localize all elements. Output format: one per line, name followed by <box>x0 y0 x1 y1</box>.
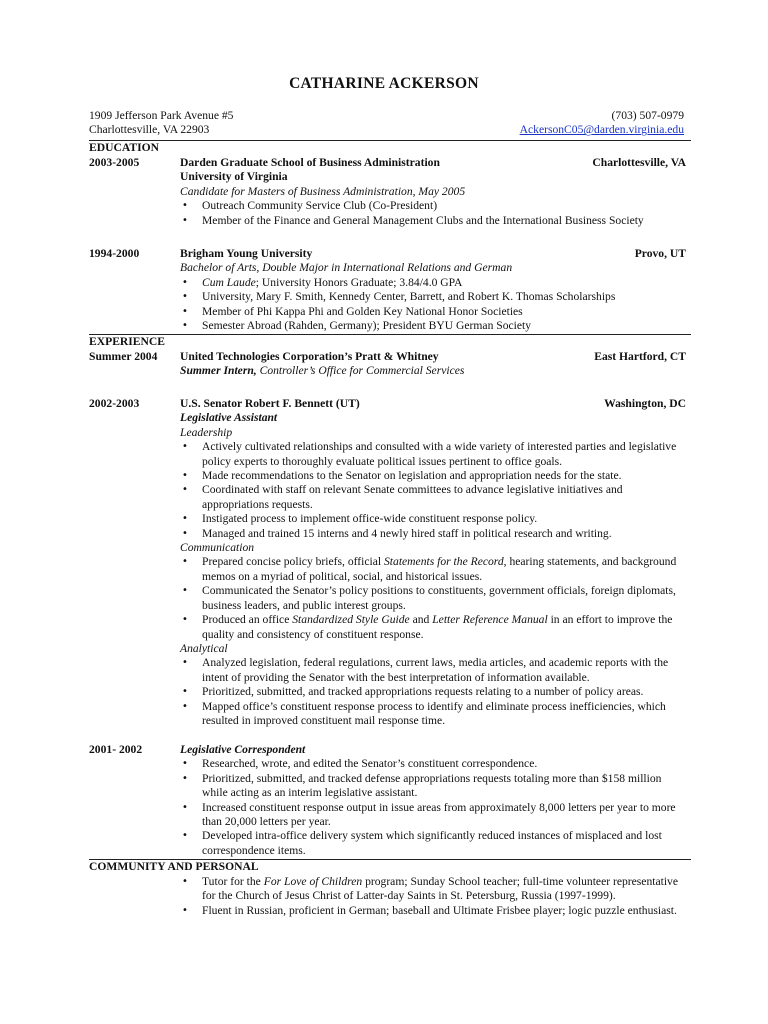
text-run: program; Sunday School teacher; full-time volunteer representative for the Church of Jesus Christ of Latter-day Saints in St. Petersburg, Russia (1997-1999). <box>202 875 678 903</box>
analytical-bullets <box>180 656 686 728</box>
list-item: • Member of the Finance and General Management Clubs and the International Business Society <box>180 214 686 228</box>
byu-school: Brigham Young University <box>180 247 313 260</box>
darden-school: Darden Graduate School of Business Administration <box>180 156 440 169</box>
darden-location: Charlottesville, VA <box>592 156 686 169</box>
list-item: • Prioritized, submitted, and tracked appropriations requests relating to a number of policy areas. <box>180 685 686 699</box>
section-title-education: EDUCATION <box>89 141 159 154</box>
darden-university: University of Virginia <box>180 170 288 184</box>
address-line-2: Charlottesville, VA 22903 <box>89 123 210 137</box>
leadership-label: Leadership <box>180 425 233 439</box>
byu-header <box>180 247 686 261</box>
correspondent-dates: 2001- 2002 <box>89 743 143 756</box>
list-item <box>180 875 686 904</box>
reference-manual-title: Letter Reference Manual <box>432 613 548 627</box>
list-item <box>180 555 686 584</box>
text-run: in an effort to improve the quality and consistency of constituent response. <box>202 613 673 641</box>
list-item: • Fluent in Russian, proficient in German; baseball and Ultimate Frisbee player; logic puzzle enthusiast. <box>180 904 686 918</box>
list-item: • Increased constituent response output in issue areas from approximately 8,000 letters per year to more than 20,000 letters per year. <box>180 801 686 830</box>
senate-dates: 2002-2003 <box>89 397 140 410</box>
list-item: • Mapped office’s constituent response process to identify and eliminate process inefficiencies, which resulted in improved constituent mail response time. <box>180 700 686 729</box>
leadership-bullets <box>180 440 686 541</box>
candidate-name: CATHARINE ACKERSON <box>289 75 479 92</box>
phone-number: (703) 507-0979 <box>611 109 684 122</box>
darden-degree: Candidate for Masters of Business Administration, May 2005 <box>180 184 466 198</box>
list-item: • Semester Abroad (Rahden, Germany); President BYU German Society <box>180 319 686 333</box>
honors-text: ; University Honors Graduate; 3.84/4.0 GPA <box>255 275 463 289</box>
darden-header <box>180 156 686 170</box>
list-item: • Researched, wrote, and edited the Senator’s constituent correspondence. <box>180 757 686 771</box>
list-item: • Developed intra-office delivery system which significantly reduced instances of misplaced and lost correspondence items. <box>180 829 686 858</box>
style-guide-title: Standardized Style Guide <box>292 613 410 627</box>
text-run: Prepared concise policy briefs, official <box>202 555 384 569</box>
correspondent-bullets <box>180 757 686 858</box>
list-item: • Made recommendations to the Senator on legislation and appropriation needs for the state. <box>180 469 686 483</box>
cum-laude: Cum Laude <box>202 275 256 289</box>
utc-entry <box>180 350 686 379</box>
analytical-label: Analytical <box>180 641 228 655</box>
darden-dates: 2003-2005 <box>89 156 140 169</box>
text-run: Tutor for the <box>202 875 264 888</box>
contact-block <box>520 109 684 138</box>
correspondent-role: Legislative Correspondent <box>180 743 306 756</box>
list-item: • Outreach Community Service Club (Co-President) <box>180 199 686 213</box>
senate-location: Washington, DC <box>604 397 686 410</box>
correspondent-entry <box>180 743 686 858</box>
senate-header <box>180 397 686 411</box>
senate-role: Legislative Assistant <box>180 411 278 425</box>
list-item: • Analyzed legislation, federal regulations, current laws, media articles, and academic reports with the intent of providing the Senator with the best interpretation of information available. <box>180 656 686 685</box>
senate-org: U.S. Senator Robert F. Bennett (UT) <box>180 397 360 410</box>
section-divider-education <box>89 140 691 141</box>
list-item: • Instigated process to implement office-wide constituent response policy. <box>180 512 686 526</box>
list-item <box>180 276 686 290</box>
utc-role-line <box>180 364 686 378</box>
list-item <box>180 613 686 642</box>
list-item: • Coordinated with staff on relevant Senate committees to advance legislative initiatives and appropriations requests. <box>180 483 686 512</box>
list-item: • Actively cultivated relationships and consulted with a wide variety of interested parties and legislative policy experts to thoroughly evaluate political issues pertinent to office goals. <box>180 440 686 469</box>
communication-label: Communication <box>180 541 255 555</box>
byu-bullets <box>180 276 686 334</box>
community-bullets <box>180 875 686 918</box>
darden-entry <box>180 156 686 228</box>
section-title-community: COMMUNITY AND PERSONAL <box>89 860 259 873</box>
email-link[interactable]: AckersonC05@darden.virginia.edu <box>519 123 684 137</box>
darden-bullets <box>180 199 686 228</box>
community-entry <box>180 875 686 918</box>
list-item: • Communicated the Senator’s policy positions to constituents, government officials, foreign diplomats, business leaders, and public interest groups. <box>180 584 686 613</box>
list-item: • Managed and trained 15 interns and 4 newly hired staff in political research and writing. <box>180 527 686 541</box>
text-run: Produced an office <box>202 613 293 627</box>
utc-location: East Hartford, CT <box>594 350 686 363</box>
byu-dates: 1994-2000 <box>89 247 140 260</box>
text-run: , hearing statements, and background memos on a myriad of political, social, and historical issues. <box>202 555 677 583</box>
list-item: • University, Mary F. Smith, Kennedy Center, Barrett, and Robert K. Thomas Scholarships <box>180 290 686 304</box>
utc-header <box>180 350 686 364</box>
byu-entry <box>180 247 686 333</box>
utc-dept: Controller’s Office for Commercial Services <box>256 364 465 378</box>
byu-degree: Bachelor of Arts, Double Major in International Relations and German <box>180 261 513 275</box>
list-item: • Member of Phi Kappa Phi and Golden Key National Honor Societies <box>180 305 686 319</box>
utc-org: United Technologies Corporation’s Pratt & Whitney <box>180 350 439 363</box>
text-run: and <box>409 613 433 627</box>
statements-title: Statements for the Record <box>384 555 504 569</box>
address-block <box>89 109 233 138</box>
utc-role: Summer Intern, <box>180 364 257 378</box>
communication-bullets <box>180 555 686 641</box>
byu-location: Provo, UT <box>634 247 686 260</box>
program-title: For Love of Children <box>263 875 363 888</box>
list-item: • Prioritized, submitted, and tracked defense appropriations requests totaling more than $158 million while acting as an interim legislative assistant. <box>180 772 686 801</box>
senate-entry <box>180 397 686 728</box>
address-line-1: 1909 Jefferson Park Avenue #5 <box>89 109 234 122</box>
section-divider-experience <box>89 334 691 335</box>
utc-dates: Summer 2004 <box>89 350 158 363</box>
section-title-experience: EXPERIENCE <box>89 335 166 348</box>
